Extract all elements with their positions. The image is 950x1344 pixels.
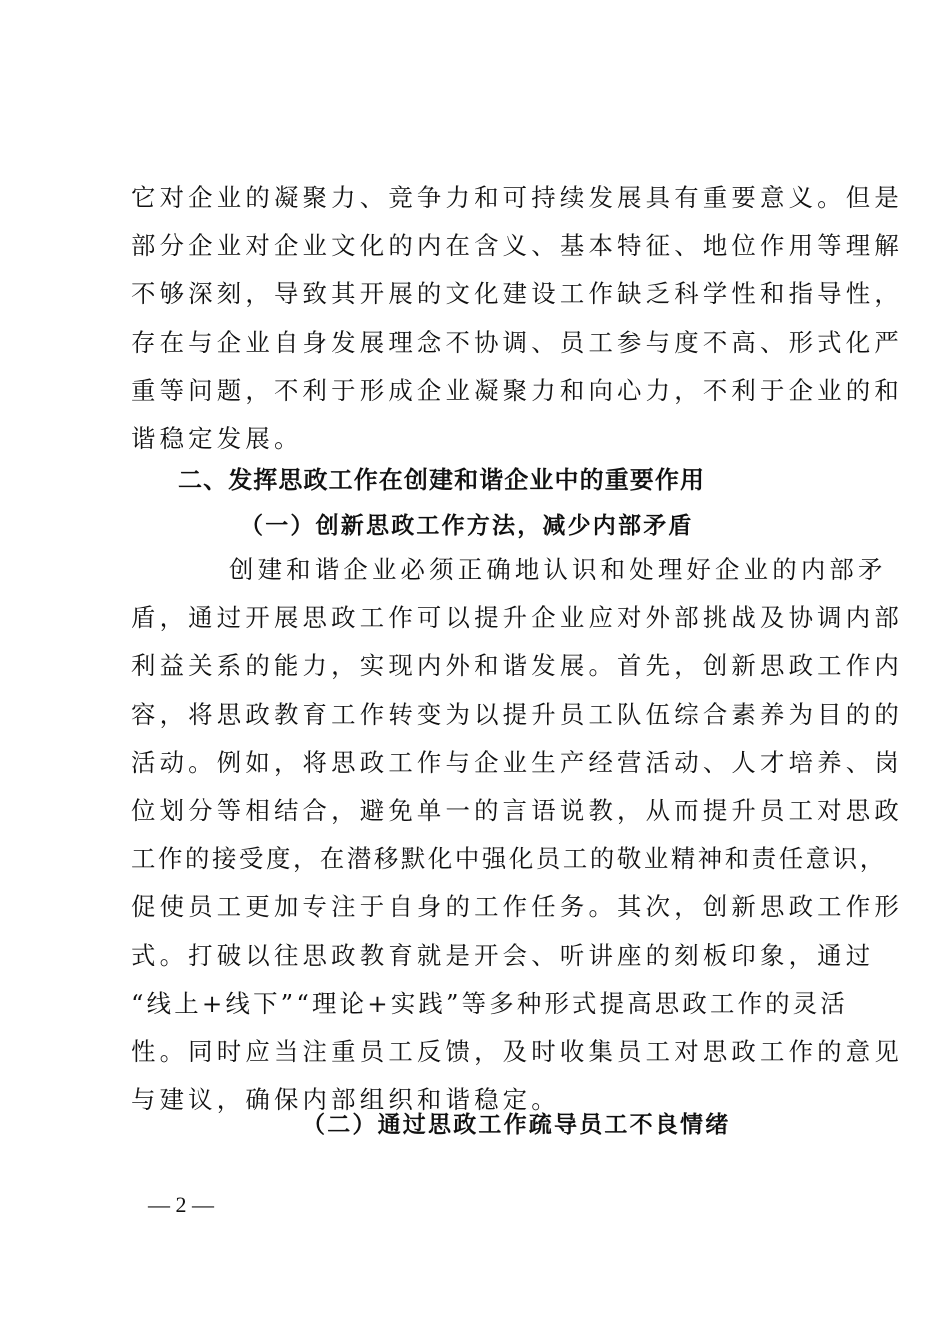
paragraph-line: 重等问题，不利于形成企业凝聚力和向心力，不利于企业的和 [131,375,903,405]
paragraph-line: 与建议，确保内部组织和谐稳定。 [131,1085,560,1115]
paragraph-line: 盾，通过开展思政工作可以提升企业应对外部挑战及协调内部 [131,603,903,633]
paragraph-line: 工作的接受度，在潜移默化中强化员工的敬业精神和责任意识， [131,844,887,874]
paragraph-line: 促使员工更加专注于自身的工作任务。其次，创新思政工作形 [131,892,903,922]
paragraph-2 [131,546,903,1124]
paragraph-line: “线上+线下”“理论+实践”等多种形式提高思政工作的灵活 [131,988,848,1018]
paragraph-line: 性。同时应当注重员工反馈，及时收集员工对思政工作的意见 [131,1036,903,1066]
subheading-innovate-methods: （一）创新思政工作方法，减少内部矛盾 [240,512,694,539]
paragraph-line: 容，将思政教育工作转变为以提升员工队伍综合素养为目的的 [131,699,903,729]
paragraph-line: 它对企业的凝聚力、竞争力和可持续发展具有重要意义。但是 [131,183,903,212]
paragraph-line: 式。打破以往思政教育就是开会、听讲座的刻板印象，通过 [131,940,875,970]
paragraph-line: 部分企业对企业文化的内在含义、基本特征、地位作用等理解 [131,231,903,261]
paragraph-line: 活动。例如，将思政工作与企业生产经营活动、人才培养、岗 [131,747,903,777]
subheading-emotion-guidance: （二）通过思政工作疏导员工不良情绪 [302,1111,731,1138]
paragraph-line: 创建和谐企业必须正确地认识和处理好企业的内部矛 [229,555,887,584]
paragraph-line: 不够深刻，导致其开展的文化建设工作缺乏科学性和指导性， [131,279,903,309]
paragraph-line: 存在与企业自身发展理念不协调、员工参与度不高、形式化严 [131,327,903,357]
paragraph-line: 利益关系的能力，实现内外和谐发展。首先，创新思政工作内 [131,651,903,681]
page-number: — 2 — [148,1192,214,1217]
paragraph-line: 谐稳定发展。 [131,423,303,453]
section-heading: 二、发挥思政工作在创建和谐企业中的重要作用 [178,466,706,494]
paragraph-1 [131,174,903,463]
paragraph-line: 位划分等相结合，避免单一的言语说教，从而提升员工对思政 [131,795,903,825]
